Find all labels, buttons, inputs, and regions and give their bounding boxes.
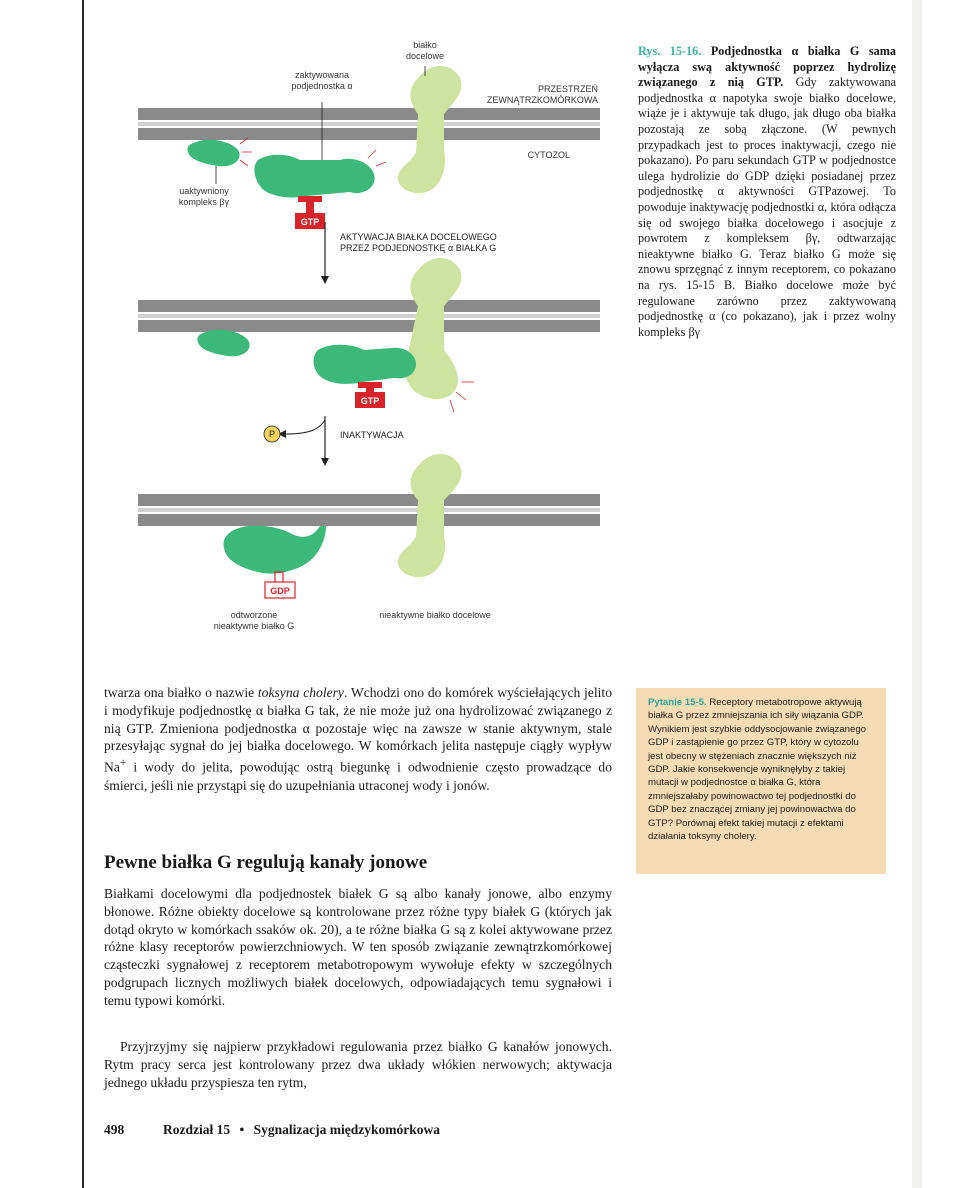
body-paragraph-2: Białkami docelowymi dla podjednostek białek G są albo kanały jonowe, albo enzymy błonowe. Różne obiekty docelowe są kontrolowane przez różne typy białek G (których jak dotąd okryto w komórkach ssaków ok. 20), a te różne białka G są z kolei aktywowane przez różne klasy receptorów powierzchniowych. W ten sposób związanie zewnątrzkomórkowej cząsteczki sygnałowej z receptorem metabotropowym wywołuje efekty w szczególnych podgrupach licznych możliwych białek docelowych, odpowiadających temu sygnałowi i temu typowi komórki. xyxy=(104,886,612,1008)
g-protein-diagram xyxy=(100,20,630,670)
page-right-margin xyxy=(912,0,922,1188)
question-box xyxy=(636,688,886,874)
membrane-panel-1 xyxy=(138,108,600,140)
label-activated-alpha: zaktywowana podjednostka α xyxy=(291,70,353,91)
caption-number: Rys. 15-16. xyxy=(638,44,702,58)
toxin-name: toksyna cholery xyxy=(257,685,344,700)
gdp-marker xyxy=(265,572,295,598)
label-cytosol: CYTOZOL xyxy=(527,150,570,160)
svg-text:P: P xyxy=(268,429,276,439)
svg-text:GDP: GDP xyxy=(270,586,290,596)
membrane-panel-3 xyxy=(138,494,600,526)
svg-text:GTP: GTP xyxy=(360,396,380,406)
question-number: Pytanie 15-5. xyxy=(648,697,707,708)
label-activation-step: AKTYWACJA BIAŁKA DOCELOWEGO PRZEZ PODJEDNOSTKĘ α BIAŁKA G xyxy=(340,232,497,253)
beta-gamma-complex-1 xyxy=(187,140,239,167)
page-footer xyxy=(104,1122,440,1138)
question-text: Receptory metabotropowe aktywują białka G przez zmniejszania ich siły wiązania GDP. Wynikiem jest szybkie oddysocjowanie związanego GDP i zastąpienie go przez GTP, który w cytozolu jest obecny w stężeniach znacznie większych niż GDP. Jakie konsekwencje wyniknęłyby z takiej mutacji w podjednostce α białka G, która zmniejszałaby powinowactwo tej podjednostki do GDP bez znaczącej zmiany jej powinowactwa do GTP? Porównaj efekt takiej mutacji z efektami działania toksyny cholery. xyxy=(648,697,867,843)
chapter-label: Rozdział 15 xyxy=(163,1122,231,1137)
figure-caption xyxy=(638,44,896,340)
activated-alpha-subunit-1 xyxy=(254,155,374,198)
gtp-marker-2 xyxy=(355,382,385,408)
label-activated-beta-gamma: uaktywniony kompleks βγ xyxy=(178,186,230,207)
label-target-protein: białko docelowe xyxy=(405,40,445,61)
label-inactivation-step: INAKTYWACJA xyxy=(340,430,404,440)
label-extracellular: PRZESTRZEŃ ZEWNĄTRZKOMÓRKOWA xyxy=(486,84,598,105)
chapter-title: Sygnalizacja międzykomórkowa xyxy=(253,1122,440,1137)
body-paragraph-3: Przyjrzyjmy się najpierw przykładowi regulowania przez białko G kanałów jonowych. Rytm pracy serca jest kontrolowany przez dwa układy włókien nerwowych; aktywacja jednego układu przyspiesza ten rytm, xyxy=(104,1039,612,1090)
svg-text:GTP: GTP xyxy=(300,217,320,227)
label-restored-g-protein: odtworzone nieaktywne białko G xyxy=(213,610,295,631)
label-inactive-target: nieaktywne białko docelowe xyxy=(379,610,491,620)
body-paragraph-1: twarza ona białko o nazwie toksyna cholery. Wchodzi ono do komórek wyściełających jelito i modyfikuje podjednostkę α białka G tak, że nie może już ona hydrolizować związanego z nią GTP. Zmieniona podjednostka α pozostaje więc na zawsze w stanie aktywnym, stale przesyłając sygnał do jej białka docelowego. W komórkach jelita następuje ciągły wypływ Na+ i wody do jelita, powodując ostrą biegunkę i odwodnienie często prowadzące do śmierci, jeśli nie przystąpi się do uzupełniania utraconej wody i jonów. xyxy=(104,685,612,793)
gtp-marker-1 xyxy=(295,196,325,229)
section-heading: Pewne białka G regulują kanały jonowe xyxy=(104,852,428,873)
activated-alpha-subunit-2 xyxy=(314,345,417,384)
footer-bullet: • xyxy=(239,1122,245,1137)
page-binding-edge xyxy=(82,0,84,1188)
beta-gamma-complex-2 xyxy=(197,330,249,357)
figure-15-16 xyxy=(100,20,630,670)
page-number: 498 xyxy=(104,1122,125,1137)
caption-text: Gdy zaktywowana podjednostka α napotyka swoje białko docelowe, wiąże je i aktywuje tak długo, jak długo oba białka pozostają ze sobą złączone. (W pewnych przypadkach jest to proces inaktywacji, czego nie pokazano). Po paru sekundach GTP w podjednostce ulega hydrolizie do GDP dzięki posiadanej przez podjednostkę α aktywności GTPazowej. To powoduje inaktywację podjednostki α, która odłącza się od swojego białka docelowego i asocjuje z powrotem z kompleksem βγ, odtwarzając nieaktywne białko G. Teraz białko G może się znowu sprzęgnąć z innym receptorem, co pokazano na rys. 15-15 B. Białko docelowe może być regulowane zarówno przez zaktywowaną podjednostkę α (co pokazano), jak i przez wolny kompleks βγ xyxy=(638,75,897,339)
caption-title: Podjednostka α białka G sama wyłącza swą aktywność poprzez hydrolizę związanego z nią GTP. xyxy=(638,44,896,90)
inactive-g-protein xyxy=(223,526,326,574)
membrane-panel-2 xyxy=(138,300,600,332)
